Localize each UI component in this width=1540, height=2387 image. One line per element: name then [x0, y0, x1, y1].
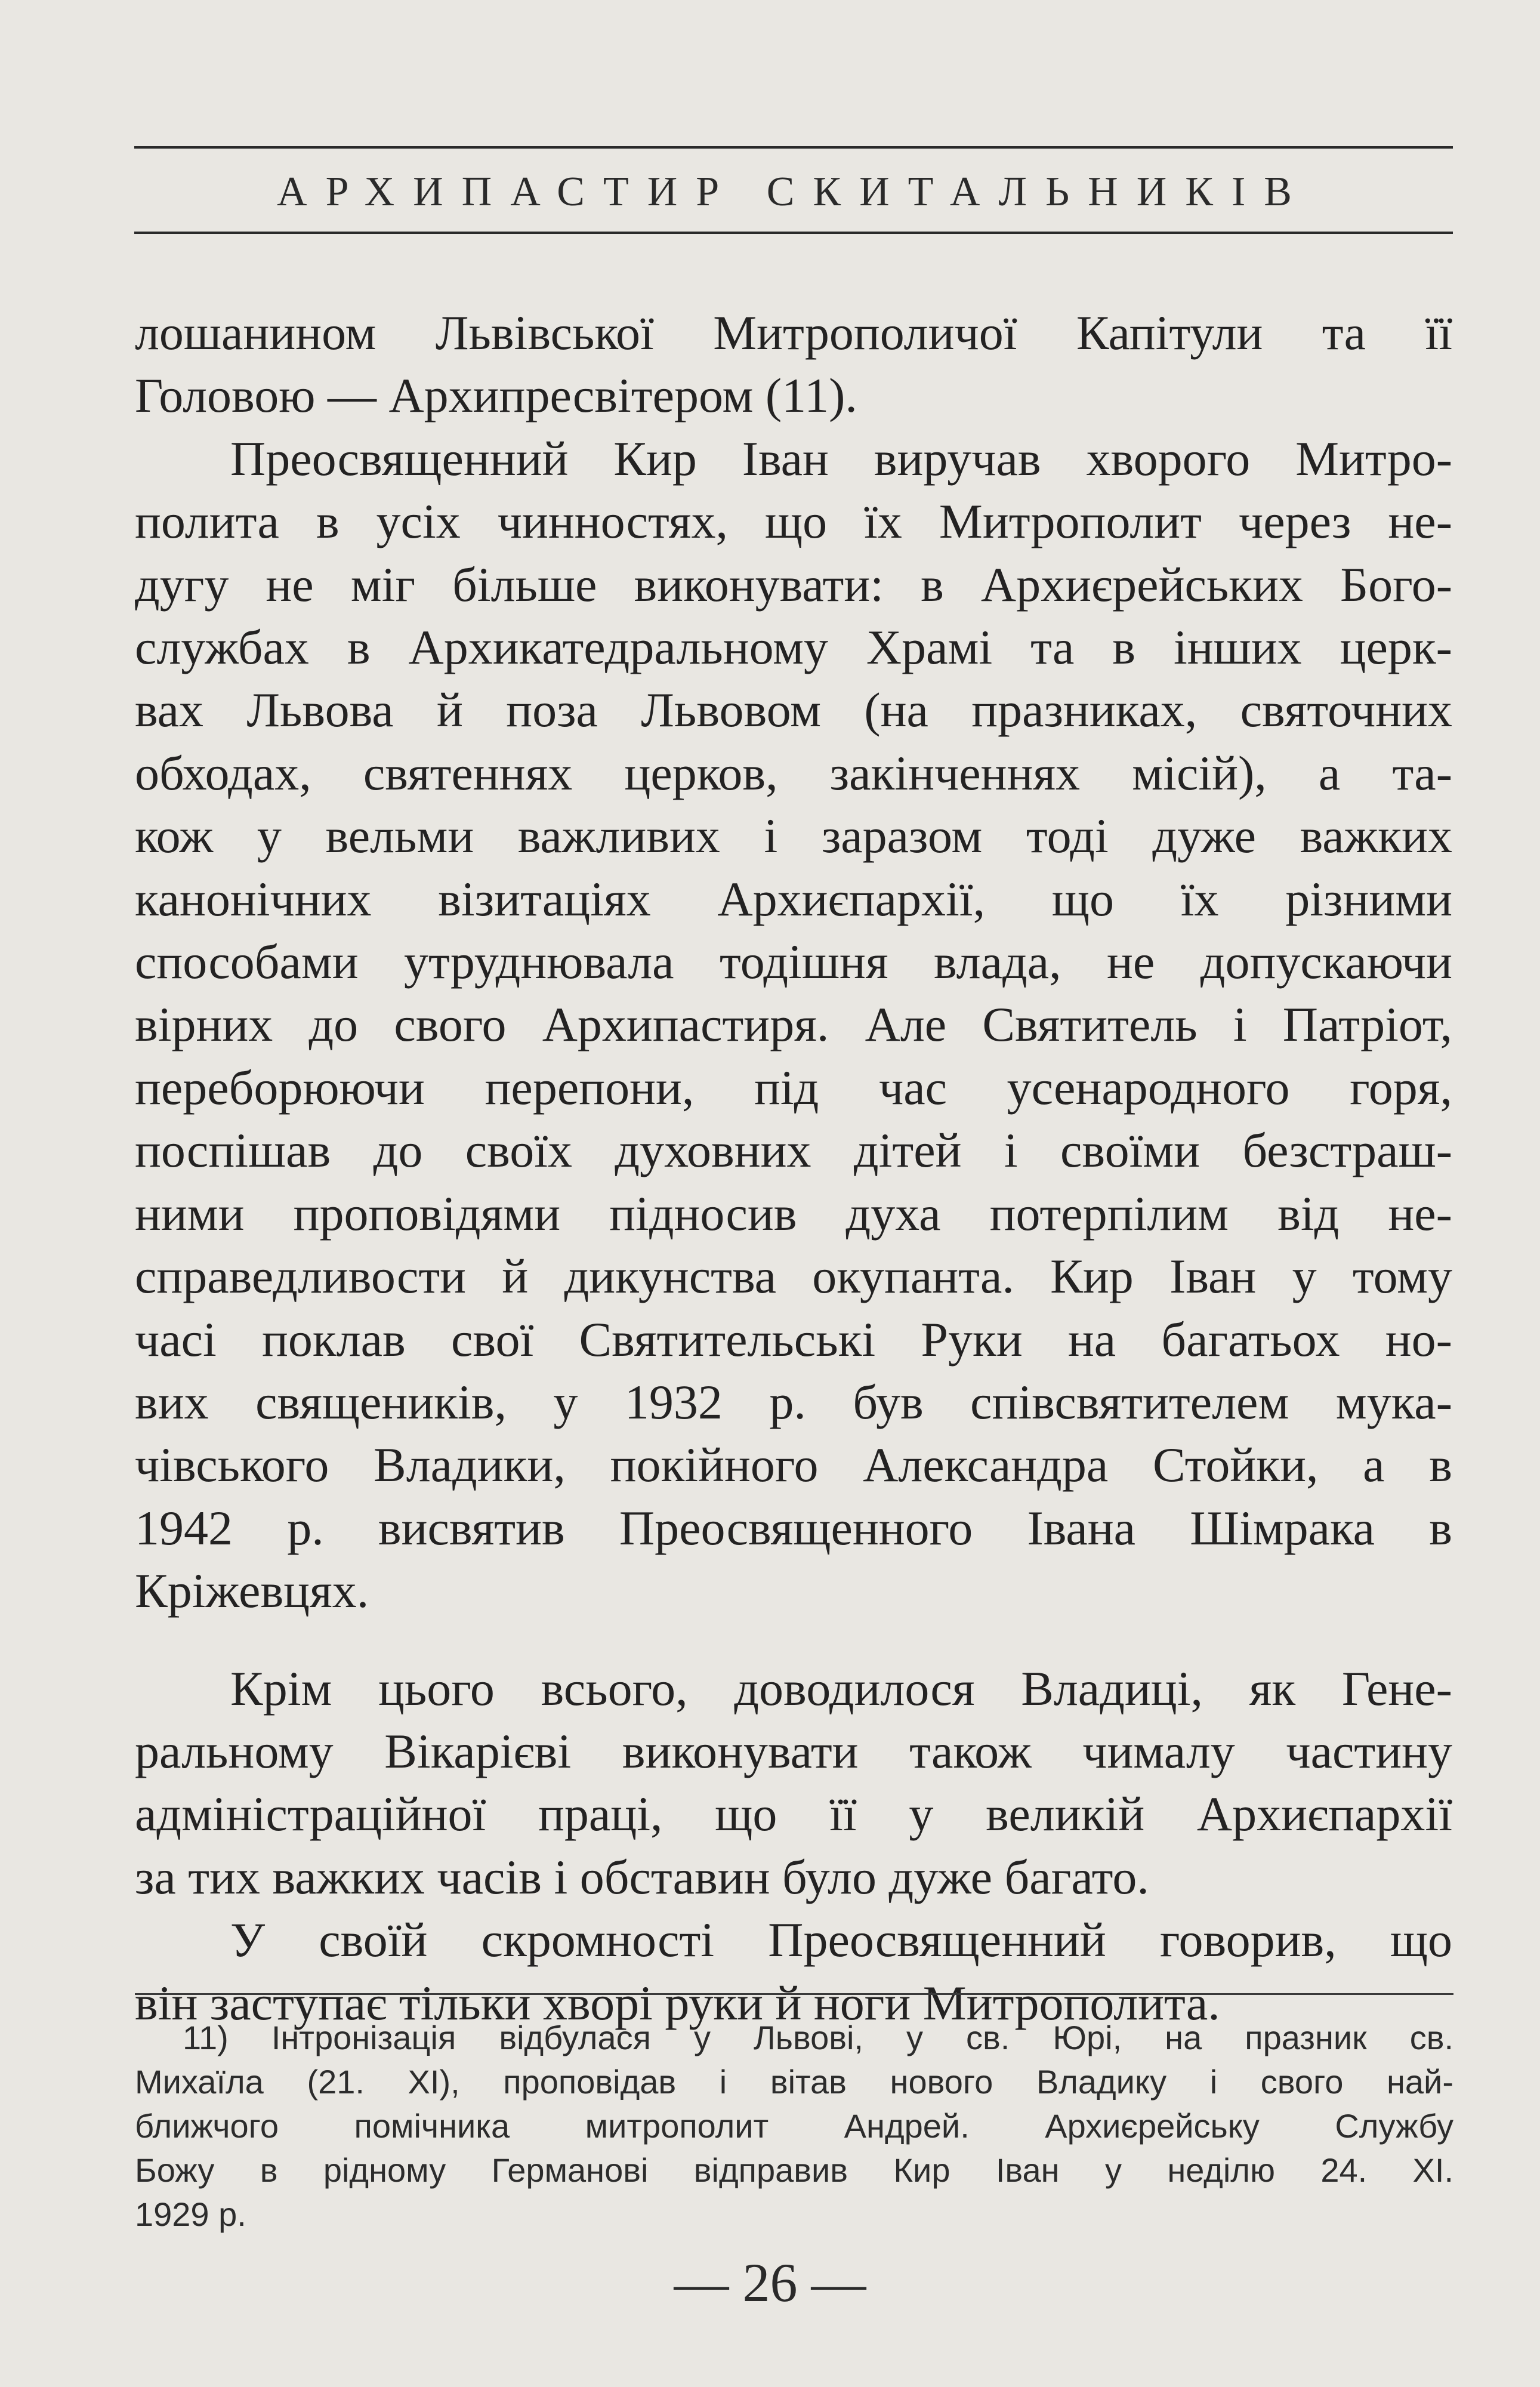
text-line: вірних до свого Архипастиря. Але Святитель і Патріот, [135, 997, 1452, 1052]
footnote-line: 11) Інтронізація відбулася у Львові, у св. Юрі, на празник св. [183, 2019, 1453, 2056]
footnote-rule [135, 1993, 1453, 1995]
text-line: переборюючи перепони, під час усенародного горя, [135, 1060, 1452, 1115]
text-line: лошанином Львівської Митрополичої Капітули та її [135, 306, 1452, 360]
text-line: справедливости й дикунства окупанта. Кир Іван у тому [135, 1249, 1452, 1304]
text-line: обходах, святеннях церков, закінченнях місій), а та- [135, 745, 1452, 800]
text-line: полита в усіх чинностях, що їх Митрополит через не- [135, 494, 1452, 549]
footnote-line: Михаїла (21. XI), проповідав і вітав нового Владику і свого най- [135, 2063, 1453, 2101]
text-line: Крім цього всього, доводилося Владиці, як Гене- [230, 1661, 1452, 1716]
footnote-line: ближчого помічника митрополит Андрей. Архиєрейську Службу [135, 2107, 1453, 2145]
footnote [135, 2016, 1453, 2237]
text-line: вах Львова й поза Львовом (на празниках, святочних [135, 683, 1452, 738]
text-line: ральному Вікарієві виконувати також чималу частину [135, 1723, 1452, 1778]
page-number: — 26 — [674, 2252, 866, 2313]
text-line: за тих важких часів і обставин було дуже багато. [135, 1849, 1149, 1904]
footnote-line: 1929 р. [135, 2195, 246, 2233]
text-line: вих священиків, у 1932 р. був співсвятителем мука- [135, 1374, 1452, 1429]
text-line: часі поклав свої Святительські Руки на багатьох но- [135, 1312, 1452, 1367]
text-line: кож у вельми важливих і заразом тоді дуже важких [135, 809, 1452, 863]
text-line: Преосвященний Кир Іван виручав хворого Митро- [230, 431, 1452, 486]
text-line: чівського Владики, покійного Александра Стойки, а в [135, 1438, 1452, 1492]
text-line: дугу не міг більше виконувати: в Архиєрейських Бого- [135, 557, 1452, 612]
text-line: він заступає тільки хворі руки й ноги Митрополита. [135, 1975, 1220, 2030]
text-line: ними проповідями підносив духа потерпілим від не- [135, 1186, 1452, 1241]
text-line: Кріжевцях. [135, 1563, 369, 1618]
text-line: У своїй скромності Преосвященний говорив, що [230, 1913, 1452, 1967]
header-rule-bottom [134, 232, 1453, 234]
text-line: адміністраційної праці, що її у великій Архиєпархії [135, 1787, 1452, 1842]
paragraph-gap [135, 1623, 1452, 1657]
header-rule-top [134, 146, 1453, 149]
running-head: АРХИПАСТИР СКИТАЛЬНИКІВ [277, 169, 1310, 215]
text-line: поспішав до своїх духовних дітей і своїми безстраш- [135, 1123, 1452, 1178]
text-line: 1942 р. висвятив Преосвященного Івана Шімрака в [135, 1500, 1452, 1555]
body-text [135, 301, 1452, 2034]
text-line: службах в Архикатедральному Храмі та в інших церк- [135, 620, 1452, 675]
text-line: канонічних візитаціях Архиєпархії, що їх різними [135, 871, 1452, 926]
text-line: способами утруднювала тодішня влада, не допускаючи [135, 935, 1452, 989]
text-line: Головою — Архипресвітером (11). [135, 368, 857, 423]
footnote-line: Божу в рідному Германові відправив Кир Іван у неділю 24. XI. [135, 2151, 1453, 2189]
